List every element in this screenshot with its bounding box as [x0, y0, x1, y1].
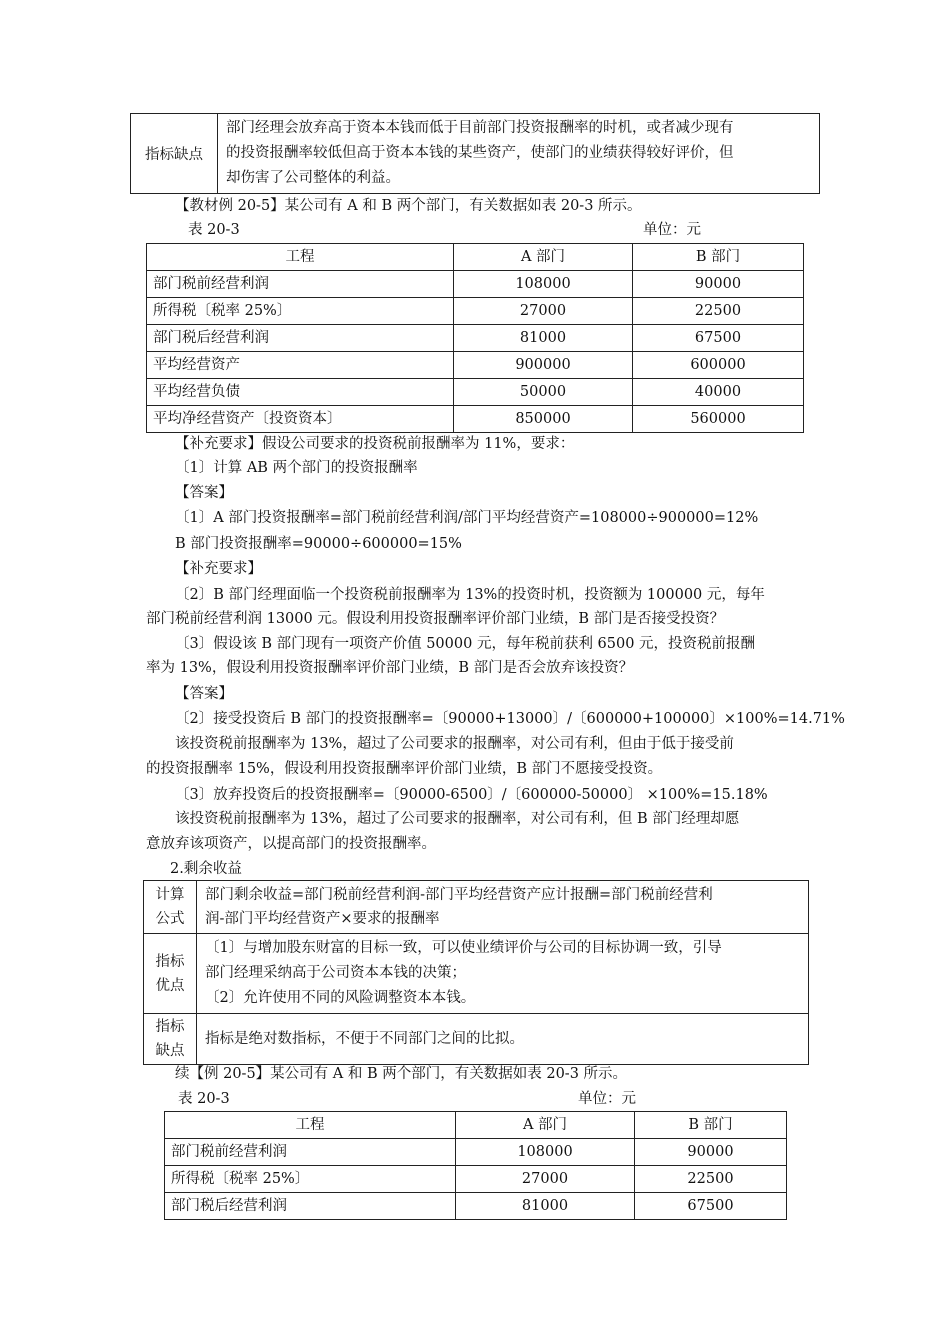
ri-disadvantage-line: 指标是绝对数指标，不便于不同部门之间的比拟。: [205, 1031, 524, 1047]
table-cell: 平均净经营资产〔投资资本〕: [147, 406, 454, 433]
table-row: [147, 352, 804, 379]
table-cell: 90000: [635, 1139, 787, 1166]
table-cell: 108000: [454, 271, 633, 298]
question-2-b: 部门税前经营利润 13000 元。假设利用投资报酬率评价部门业绩，B 部门是否接受投资？: [146, 611, 725, 627]
example2-unit: 单位：元: [578, 1091, 636, 1107]
ri-label-line: 计算: [155, 887, 185, 903]
table-cell: 27000: [454, 298, 633, 325]
table-row: [147, 406, 804, 433]
table-cell: 22500: [635, 1166, 787, 1193]
table-cell: 平均经营负债: [147, 379, 454, 406]
header-cell: 工程: [147, 244, 454, 271]
ri-label-line: 指标: [155, 1019, 185, 1035]
table-row: [165, 1193, 787, 1220]
top-disadvantage-table: [130, 113, 820, 194]
table-cell: 所得税〔税率 25%〕: [165, 1166, 456, 1193]
table-cell: 部门税后经营利润: [147, 325, 454, 352]
table-cell: 部门税前经营利润: [165, 1139, 456, 1166]
answer-heading-2: 【答案】: [175, 686, 233, 702]
header-cell: B 部门: [635, 1112, 787, 1139]
question-2-a: 〔2〕B 部门经理面临一个投资税前报酬率为 13%的投资时机，投资额为 100000 元，每年: [175, 587, 765, 603]
table-cell: 22500: [633, 298, 804, 325]
ri-advantage-line: 〔1〕与增加股东财富的目标一致，可以使业绩评价与公司的目标协调一致，引导: [205, 940, 722, 956]
table-cell: 平均经营资产: [147, 352, 454, 379]
answer-2-b: 该投资税前报酬率为 13%，超过了公司要求的报酬率，对公司有利，但由于低于接受前: [175, 736, 734, 752]
answer-1-b: B 部门投资报酬率=90000÷600000=15%: [175, 536, 462, 552]
example1-table-name: 表 20-3: [188, 222, 240, 238]
answer-1-a: 〔1〕A 部门投资报酬率=部门税前经营利润/部门平均经营资产=108000÷900000=12%: [175, 510, 759, 526]
ri-advantage-line: 部门经理采纳高于公司资本本钱的决策；: [205, 965, 466, 981]
table-cell: 部门税前经营利润: [147, 271, 454, 298]
residual-income-table: [143, 880, 809, 1065]
top-table-line: 的投资报酬率较低但高于资本本钱的某些资产，使部门的业绩获得较好评价，但: [226, 145, 734, 161]
table-cell: 90000: [633, 271, 804, 298]
ri-advantage-line: 〔2〕允许使用不同的风险调整资本本钱。: [205, 990, 476, 1006]
table-row: [147, 271, 804, 298]
ri-formula-line: 润-部门平均经营资产×要求的报酬率: [205, 911, 440, 927]
supplement-heading: 【补充要求】: [175, 561, 262, 577]
table-cell: 67500: [635, 1193, 787, 1220]
table-cell: 67500: [633, 325, 804, 352]
example1-unit: 单位：元: [643, 222, 701, 238]
table-cell: 560000: [633, 406, 804, 433]
ri-label-line: 公式: [155, 911, 185, 927]
table-cell: 850000: [454, 406, 633, 433]
table-cell: 600000: [633, 352, 804, 379]
ri-label-line: 指标: [155, 953, 185, 970]
answer-3-a: 〔3〕放弃投资后的投资报酬率=〔90000-6500〕/〔600000-50000〕 ×100%=15.18%: [175, 787, 768, 803]
table-row: [147, 379, 804, 406]
table-header-row: [147, 244, 804, 271]
answer-3-b: 该投资税前报酬率为 13%，超过了公司要求的报酬率，对公司有利，但 B 部门经理却愿: [175, 811, 740, 827]
example2-table: [164, 1111, 787, 1220]
header-cell: A 部门: [456, 1112, 635, 1139]
header-cell: B 部门: [633, 244, 804, 271]
header-cell: 工程: [165, 1112, 456, 1139]
example1-intro: 【教材例 20-5】某公司有 A 和 B 两个部门，有关数据如表 20-3 所示。: [175, 198, 642, 214]
section-heading-residual-income: 2.剩余收益: [170, 861, 242, 877]
table-header-row: [165, 1112, 787, 1139]
example1-table: [146, 243, 804, 433]
answer-2-c: 的投资报酬率 15%，假设利用投资报酬率评价部门业绩，B 部门不愿接受投资。: [146, 761, 663, 777]
table-row: [147, 298, 804, 325]
table-cell: 部门税后经营利润: [165, 1193, 456, 1220]
table-cell: 900000: [454, 352, 633, 379]
header-cell: A 部门: [454, 244, 633, 271]
question-1: 〔1〕计算 AB 两个部门的投资报酬率: [175, 460, 418, 476]
example2-table-name: 表 20-3: [178, 1091, 230, 1107]
table-cell: 50000: [454, 379, 633, 406]
top-table-line: 部门经理会放弃高于资本本钱而低于目前部门投资报酬率的时机，或者减少现有: [226, 120, 734, 136]
top-table-label: 指标缺点: [131, 114, 218, 194]
top-table-line: 却伤害了公司整体的利益。: [226, 170, 400, 186]
ri-formula-line: 部门剩余收益=部门税前经营利润-部门平均经营资产应计报酬=部门税前经营利: [205, 887, 713, 903]
table-cell: 40000: [633, 379, 804, 406]
table-cell: 27000: [456, 1166, 635, 1193]
example2-intro: 续【例 20-5】某公司有 A 和 B 两个部门，有关数据如表 20-3 所示。: [175, 1066, 628, 1082]
table-cell: 81000: [456, 1193, 635, 1220]
table-cell: 所得税〔税率 25%〕: [147, 298, 454, 325]
table-cell: 81000: [454, 325, 633, 352]
supplement-requirement: 【补充要求】假设公司要求的投资税前报酬率为 11%，要求：: [175, 436, 575, 452]
answer-2-a: 〔2〕接受投资后 B 部门的投资报酬率=〔90000+13000〕/〔600000+100000〕×100%=14.71%: [175, 711, 845, 727]
question-3-b: 率为 13%，假设利用投资报酬率评价部门业绩，B 部门是否会放弃该投资？: [146, 660, 634, 676]
question-3-a: 〔3〕假设该 B 部门现有一项资产价值 50000 元，每年税前获利 6500 元，投资税前报酬: [175, 636, 756, 652]
ri-label-line: 缺点: [155, 1043, 185, 1059]
answer-3-c: 意放弃该项资产，以提高部门的投资报酬率。: [146, 836, 436, 852]
ri-label-line: 优点: [155, 977, 185, 994]
answer-heading: 【答案】: [175, 485, 233, 501]
table-row: [165, 1166, 787, 1193]
table-row: [165, 1139, 787, 1166]
table-row: [147, 325, 804, 352]
table-cell: 108000: [456, 1139, 635, 1166]
